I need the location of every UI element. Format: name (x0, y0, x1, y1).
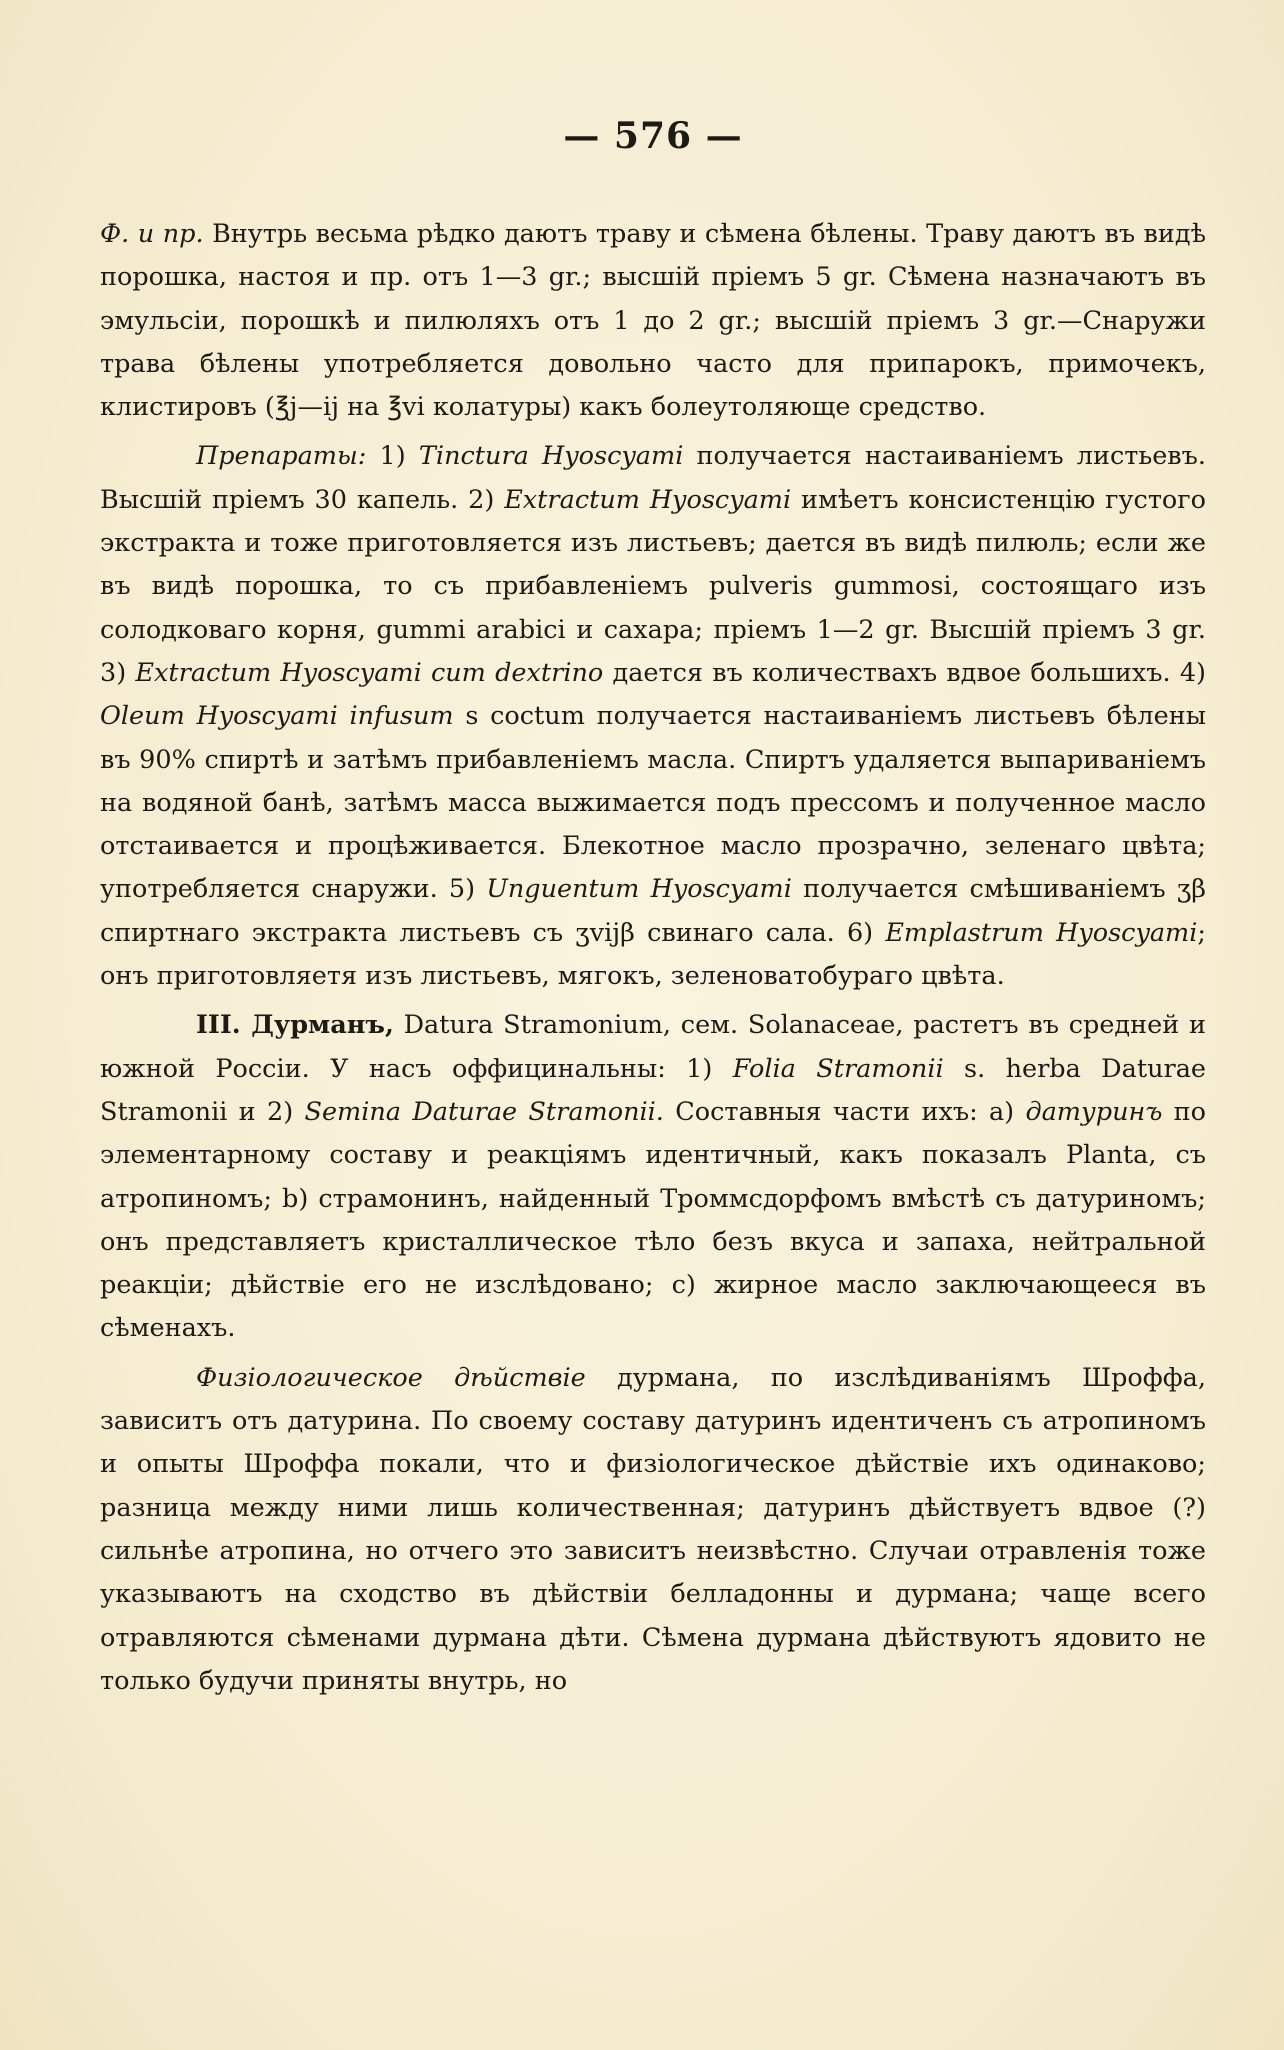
latin-term: Tinctura Hyoscyami (418, 441, 684, 472)
preparations-heading: Препараты: (196, 441, 367, 472)
latin-term: Unguentum Hyoscyami (486, 874, 792, 905)
text-run: по элементарному составу и реакціямъ идентичный, какъ показалъ Planta, съ атропиномъ; b) страмонинъ, найденный Троммсдорфомъ вмѣстѣ съ датуриномъ; онъ представляетъ кристаллическое тѣло безъ вкуса и запаха, нейтральной реакціи; дѣйствіе его не изслѣдовано; c) жирное масло заключающееся въ сѣменахъ. (100, 1096, 1206, 1344)
term: датуринъ (1025, 1096, 1163, 1127)
text-run: ; онъ приготовляетя изъ листьевъ, мягокъ, зеленоватобураго цвѣта. (100, 917, 1206, 992)
paragraph-preparations (100, 435, 1206, 998)
latin-term: Semina Daturae Stramonii. (304, 1096, 664, 1127)
text-run: Составныя части ихъ: a) (663, 1096, 1026, 1127)
page-number: — 576 — (563, 115, 743, 157)
text-run: дурмана, по изслѣдиваніямъ Шроффа, зависитъ отъ датурина. По своему составу датуринъ идентиченъ съ атропиномъ и опыты Шроффа покали, что и физіологическое дѣйствіе ихъ одинаково; разница между ними лишь количественная; датуринъ дѣйствуетъ вдвое (?) сильнѣе атропина, но отчего это зависитъ неизвѣстно. Случаи отравленія тоже указываютъ на сходство въ дѣйствіи белладонны и дурмана; чаще всего отравляются сѣменами дурмана дѣти. Сѣмена дурмана дѣйствуютъ ядовито не только будучи приняты внутрь, но (100, 1362, 1206, 1696)
paragraph-lead: Ф. и пр. (100, 219, 204, 249)
latin-term: Extractum Hyoscyami (504, 484, 792, 515)
text-run: Datura Stramonium, сем. Solanaceae, растетъ въ средней и южной Россіи. У насъ оффицинальны: 1) (100, 1010, 1206, 1084)
latin-term: Oleum Hyoscyami infusum (100, 701, 454, 732)
latin-term: Extractum Hyoscyami cum dextrino (135, 657, 604, 688)
text-run: имѣетъ консистенцію густого экстракта и тоже приготовляется изъ листьевъ; дается въ видѣ пилюль; если же въ видѣ порошка, то съ прибавленіемъ pulveris gummosi, состоящаго изъ солодковаго корня, gummi arabici и сахара; пріемъ 1—2 gr. Высшій пріемъ 3 gr. 3) (100, 484, 1206, 688)
text-run: дается въ количествахъ вдвое большихъ. 4) (603, 657, 1206, 688)
latin-term: Folia Stramonii (732, 1053, 944, 1084)
text-run: получается смѣшиваніемъ ʒβ спиртнаго экстракта листьевъ съ ʒvijβ свинаго сала. 6) (100, 874, 1206, 948)
section-heading: III. Дурманъ, (196, 1010, 394, 1041)
text-run: s. herba Daturae Stramonii и 2) (100, 1053, 1206, 1127)
physiology-heading: Физіологическое дѣйствіе (196, 1362, 586, 1393)
paragraph-datura (100, 1004, 1206, 1350)
text-run: s coctum получается настаиваніемъ листьевъ бѣлены въ 90% спиртѣ и затѣмъ прибавленіемъ масла. Спиртъ удаляется выпариваніемъ на водяной банѣ, затѣмъ масса выжимается подъ прессомъ и полученное масло отстаивается и процѣживается. Блекотное масло прозрачно, зеленаго цвѣта; употребляется снаружи. 5) (100, 701, 1207, 905)
text-run: получается настаиваніемъ листьевъ. Высшій пріемъ 30 капель. 2) (100, 441, 1206, 515)
paragraph-forms (100, 213, 1206, 429)
paragraph-text: Внутрь весьма рѣдко даютъ траву и сѣмена бѣлены. Траву даютъ въ видѣ порошка, настоя и пр. отъ 1—3 gr.; высшій пріемъ 5 gr. Сѣмена назначаютъ въ эмульсіи, порошкѣ и пилюляхъ отъ 1 до 2 gr.; высшій пріемъ 3 gr.—Снаружи трава бѣлены употребляется довольно часто для припарокъ, примочекъ, клистировъ (℥j—ij на ℥vi колатуры) какъ болеутоляюще средство. (100, 219, 1206, 423)
text-run: 1) (366, 441, 419, 472)
paragraph-physiology (100, 1357, 1206, 1703)
latin-term: Emplastrum Hyoscyami (885, 917, 1198, 948)
